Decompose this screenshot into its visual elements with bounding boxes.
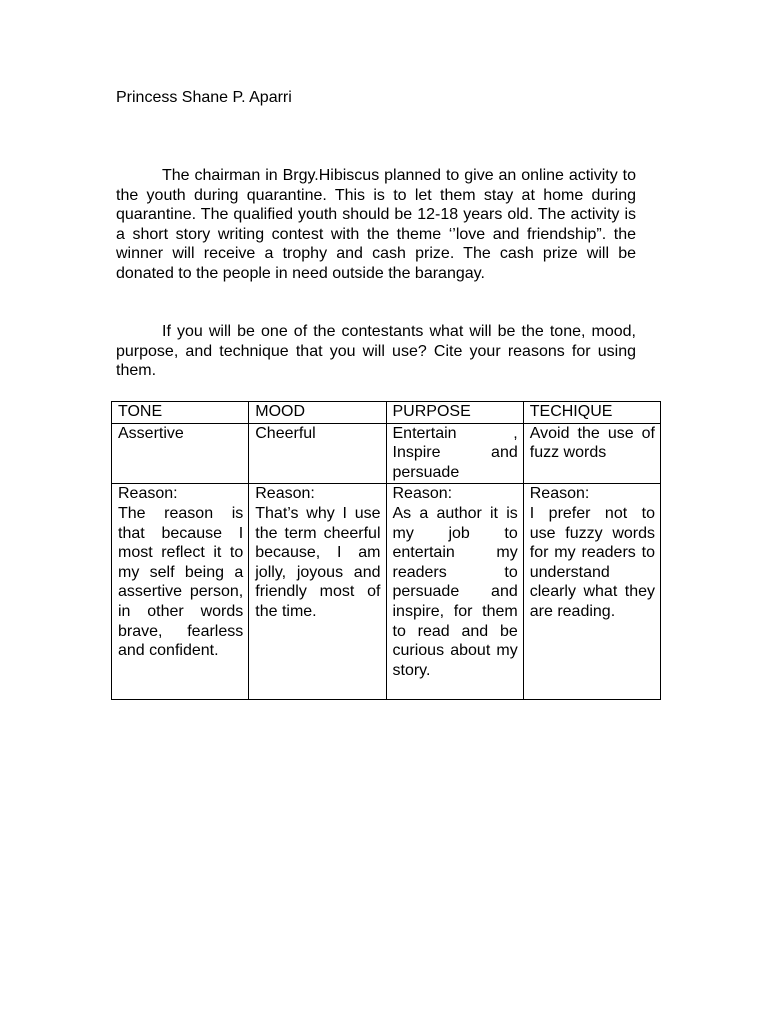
table-header-row bbox=[112, 402, 661, 424]
value-purpose: Entertain , Inspire and persuade bbox=[386, 423, 523, 484]
reason-text-mood: That’s why I use the term cheerful because, I am jolly, joyous and friendly most of the time. bbox=[255, 504, 381, 620]
question-paragraph: If you will be one of the contestants what will be the tone, mood, purpose, and technique that you will use? Cite your reasons for using them. bbox=[116, 323, 636, 380]
scenario-paragraph: The chairman in Brgy.Hibiscus planned to give an online activity to the youth during quarantine. This is to let them stay at home during quarantine. The qualified youth should be 12-18 years old. The activity is a short story writing contest with the theme ‘’love and friendship”. the winner will receive a trophy and cash prize. The cash prize will be donated to the people in need outside the barangay. bbox=[116, 167, 636, 282]
header-tone: TONE bbox=[112, 402, 249, 424]
header-purpose: PURPOSE bbox=[386, 402, 523, 424]
reason-cell-tone bbox=[112, 484, 249, 700]
value-technique: Avoid the use of fuzz words bbox=[523, 423, 660, 484]
reason-cell-technique bbox=[523, 484, 660, 700]
reason-label: Reason: bbox=[255, 485, 315, 503]
reason-label: Reason: bbox=[118, 485, 178, 503]
header-mood: MOOD bbox=[249, 402, 386, 424]
answer-table bbox=[111, 401, 661, 700]
reason-text-purpose: As a author it is my job to entertain my readers to persuade and inspire, for them to read and be curious about my story. bbox=[392, 504, 518, 679]
header-technique: TECHIQUE bbox=[523, 402, 660, 424]
author-name: Princess Shane P. Aparri bbox=[116, 89, 292, 106]
value-mood: Cheerful bbox=[249, 423, 386, 484]
reason-text-technique: I prefer not to use fuzzy words for my readers to understand clearly what they are reading. bbox=[529, 504, 655, 620]
value-tone: Assertive bbox=[112, 423, 249, 484]
reason-label: Reason: bbox=[392, 485, 453, 503]
reason-label: Reason: bbox=[529, 485, 590, 503]
reason-cell-mood bbox=[249, 484, 386, 700]
table-reason-row bbox=[112, 484, 661, 700]
reason-text-tone: The reason is that because I most reflect it to my self being a assertive person, in other words brave, fearless and confident. bbox=[118, 504, 244, 660]
reason-cell-purpose bbox=[386, 484, 523, 700]
table-value-row bbox=[112, 423, 661, 484]
